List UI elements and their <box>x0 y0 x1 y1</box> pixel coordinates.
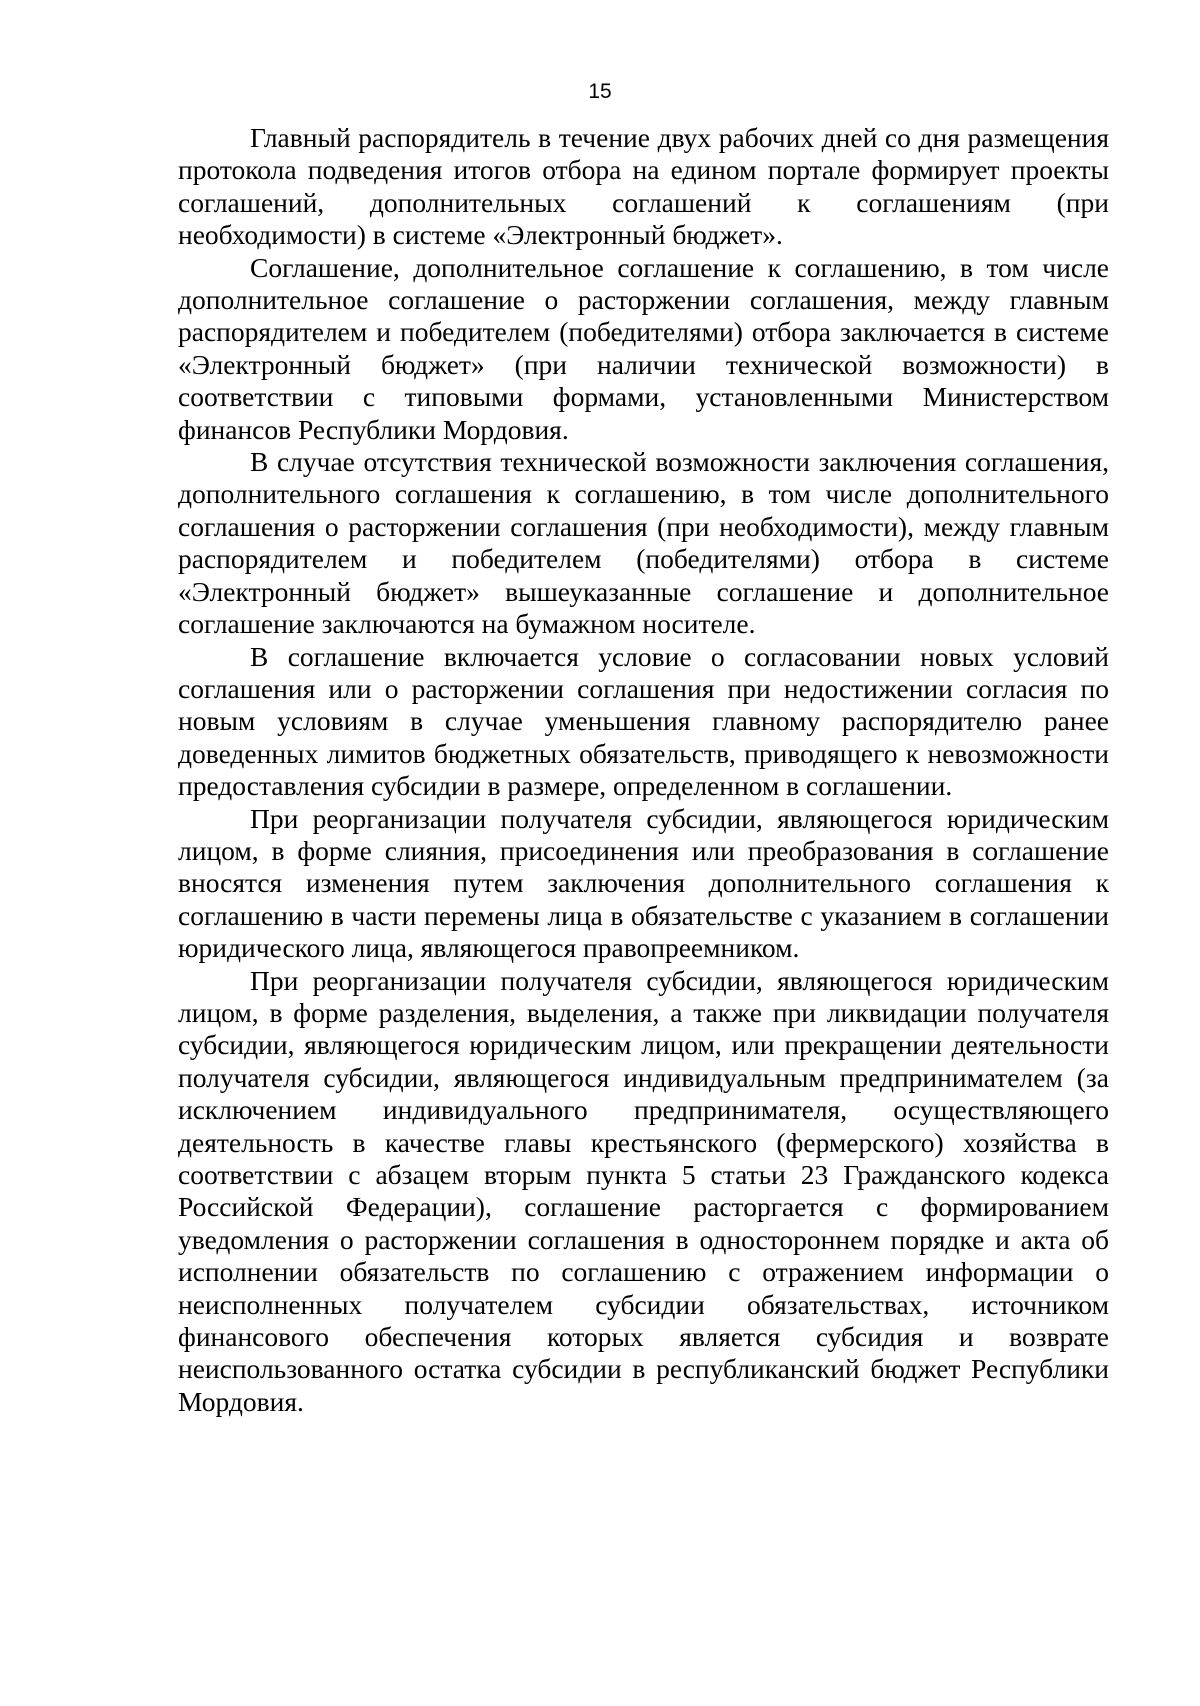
paragraph-new-conditions-clause: В соглашение включается условие о согласовании новых условий соглашения или о расторжении соглашения при недостижении согласия по новым условиям в случае уменьшения главному распорядителю ранее доведенных лимитов бюджетных обязательств, приводящего к невозможности предоставления субсидии в размере, определенном в соглашении. <box>178 640 1109 802</box>
paragraph-reorganization-merger: При реорганизации получателя субсидии, являющегося юридическим лицом, в форме слияния, присоединения или преобразования в соглашение вносятся изменения путем заключения дополнительного соглашения к соглашению в части перемены лица в обязательстве с указанием в соглашении юридического лица, являющегося правопреемником. <box>178 802 1109 964</box>
paragraph-paper-agreement-fallback: В случае отсутствия технической возможности заключения соглашения, дополнительного соглашения к соглашению, в том числе дополнительного соглашения о расторжении соглашения (при необходимости), между главным распорядителем и победителем (победителями) отбора в системе «Электронный бюджет» вышеуказанные соглашение и дополнительное соглашение заключаются на бумажном носителе. <box>178 446 1109 640</box>
paragraph-reorganization-termination: При реорганизации получателя субсидии, являющегося юридическим лицом, в форме разделения, выделения, а также при ликвидации получателя субсидии, являющегося юридическим лицом, или прекращении деятельности получателя субсидии, являющегося индивидуальным предпринимателем (за исключением индивидуального предпринимателя, осуществляющего деятельность в качестве главы крестьянского (фермерского) хозяйства в соответствии с абзацем вторым пункта 5 статьи 23 Гражданского кодекса Российской Федерации), соглашение расторгается с формированием уведомления о расторжении соглашения в одностороннем порядке и акта об исполнении обязательств по соглашению с отражением информации о неисполненных получателем субсидии обязательствах, источником финансового обеспечения которых является субсидия и возврате неиспользованного остатка субсидии в республиканский бюджет Республики Мордовия. <box>178 964 1109 1417</box>
document-body <box>178 122 1109 1418</box>
page-number: 15 <box>588 80 612 103</box>
paragraph-agreement-conclusion-electronic-budget: Соглашение, дополнительное соглашение к соглашению, в том числе дополнительное соглашение о расторжении соглашения, между главным распорядителем и победителем (победителями) отбора заключается в системе «Электронный бюджет» (при наличии технической возможности) в соответствии с типовыми формами, установленными Министерством финансов Республики Мордовия. <box>178 251 1109 445</box>
paragraph-main-distributor-draft-agreements: Главный распорядитель в течение двух рабочих дней со дня размещения протокола подведения итогов отбора на едином портале формирует проекты соглашений, дополнительных соглашений к соглашениям (при необходимости) в системе «Электронный бюджет». <box>178 122 1109 251</box>
